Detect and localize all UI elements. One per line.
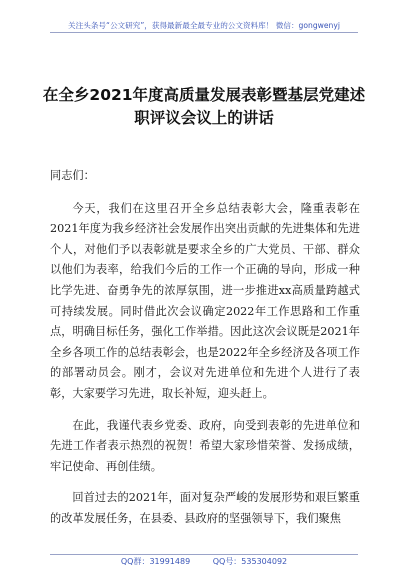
document-body: [50, 166, 360, 541]
salutation: 同志们：: [50, 169, 95, 182]
paragraph-2: 在此，我谨代表乡党委、政府，向受到表彰的先进单位和先进工作者表示热烈的祝贺！希望大家珍惜荣誉、发扬成绩，牢记使命、再创佳绩。: [50, 418, 360, 473]
paragraph-3: 回首过去的2021年，面对复杂严峻的发展形势和艰巨繁重的改革发展任务，在县委、县政府的坚强领导下，我们聚焦: [50, 491, 360, 525]
header-banner: 关注头条号“公文研究”，获得最新最全最专业的公文资料库！ 微信：gongwenyj: [50, 20, 358, 33]
footer-qq-group: QQ群：31991489: [120, 557, 191, 566]
footer-contact: [50, 554, 358, 569]
paragraph-1: 今天，我们在这里召开全乡总结表彰大会，隆重表彰在2021年度为我乡经济社会发展作出突出贡献的先进集体和先进个人，对他们予以表彰就是要求全乡的广大党员、干部、群众以他们为表率，给我们今后的工作一个正确的导向，形成一种比学先进、奋勇争先的浓厚氛围，进一步推进xx高质量跨越式可持续发展。同时借此次会议确定2022年工作思路和工作重点，明确目标任务，强化工作举措。因此这次会议既是2021年全乡各项工作的总结表彰会，也是2022年全乡经济及各项工作的部署动员会。刚才，会议对先进单位和先进个人进行了表彰，大家要学习先进，取长补短，迎头赶上。: [50, 201, 360, 400]
document-title: 在全乡2021年度高质量发展表彰暨基层党建述职评议会议上的讲话: [42, 86, 366, 127]
footer-qq-number: QQ号：535304092: [212, 557, 288, 566]
